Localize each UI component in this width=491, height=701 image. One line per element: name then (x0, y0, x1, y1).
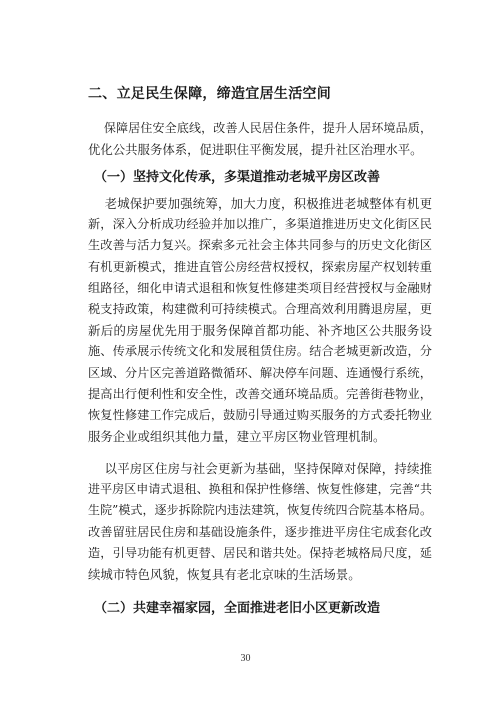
paragraph-line: 新，深入分析成功经验并加以推广，多渠道推进历史文化街区民 (88, 217, 432, 232)
paragraph-line: 生院”模式，逐步拆除院内违法建筑，恢复传统四合院基本格局。 (88, 503, 432, 518)
paragraph-2 (88, 458, 432, 585)
paragraph-line: 提高出行便利性和安全性，改善交通环境品质。完善街巷物业， (88, 386, 432, 401)
paragraph-line: 服务企业或组织其他力量，建立平房区物业管理机制。 (88, 429, 386, 445)
paragraph-line: 施、传承展示传统文化和发展租赁住房。结合老城更新改造，分 (88, 344, 432, 359)
paragraph-line: 老城保护要加强统筹，加大力度，积极推进老城整体有机更 (88, 196, 432, 211)
paragraph-line: 造，引导功能有机更替、居民和谐共处。保持老城格局尺度，延 (88, 545, 432, 560)
paragraph-line: 保障居住安全底线，改善人民居住条件，提升人居环境品质， (88, 121, 432, 135)
page-number: 30 (240, 653, 251, 664)
paragraph-line: 生改善与活力复兴。探索多元社会主体共同参与的历史文化街区 (88, 238, 432, 253)
paragraph-line: 恢复性修建工作完成后，鼓励引导通过购买服务的方式委托物业 (88, 407, 432, 422)
paragraph-1 (88, 193, 432, 447)
paragraph-line: 新后的房屋优先用于服务保障首都功能、补齐地区公共服务设 (88, 323, 432, 339)
paragraph-line: 进平房区申请式退租、换租和保护性修缮、恢复性修建，完善“共 (88, 482, 432, 497)
section-heading: 二、立足民生保障，缔造宜居生活空间 (88, 86, 332, 102)
subsection-title-2: （二）共建幸福家园，全面推进老旧小区更新改造 (94, 601, 381, 616)
paragraph-line: 以平房区住房与社会更新为基础，坚持保障对保障，持续推 (88, 461, 432, 476)
paragraph-line: 改善留驻居民住房和基础设施条件，逐步推进平房住宅成套化改 (88, 524, 432, 539)
paragraph-line: 组路径，细化申请式退租和恢复性修建类项目经营授权与金融财 (88, 280, 432, 295)
paragraph-line: 有机更新模式，推进直管公房经营权授权，探索房屋产权划转重 (88, 259, 432, 274)
paragraph-line: 税支持政策，构建微利可持续模式。合理高效利用腾退房屋，更 (88, 301, 432, 316)
paragraph-line: 区域、分片区完善道路微循环、解决停车问题、连通慢行系统， (88, 365, 432, 380)
subsection-title-1: （一）坚持文化传承，多渠道推动老城平房区改善 (94, 170, 381, 185)
paragraph-line: 优化公共服务体系，促进职住平衡发展，提升社区治理水平。 (88, 142, 423, 158)
intro-paragraph (88, 118, 432, 160)
paragraph-line: 续城市特色风貌，恢复具有老北京味的生活场景。 (88, 566, 361, 582)
